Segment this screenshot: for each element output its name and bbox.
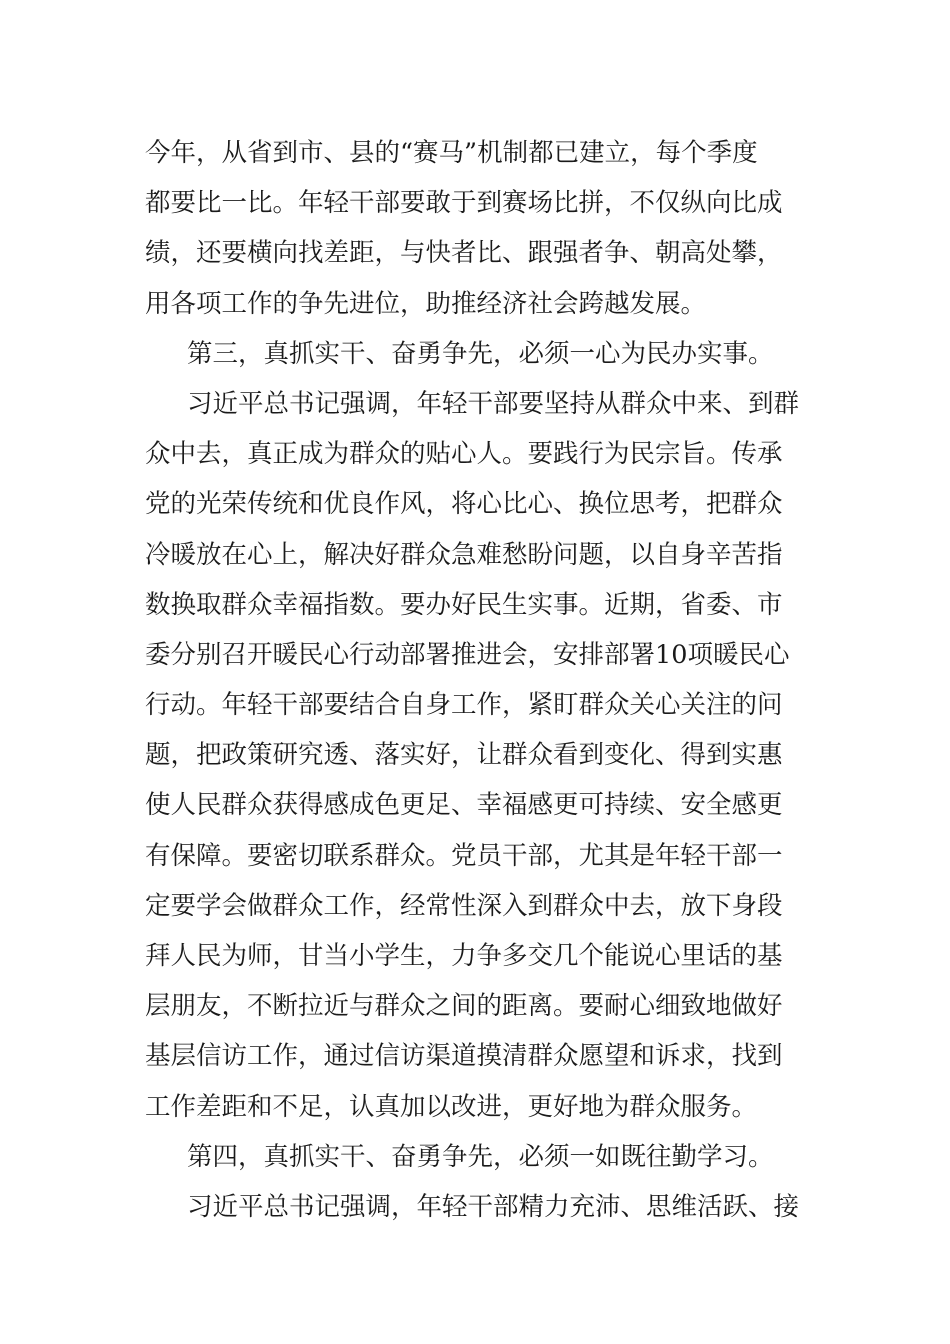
text-line: 工作差距和不足，认真加以改进，更好地为群众服务。 — [145, 1091, 758, 1122]
text-line: 使人民群众获得感成色更足、幸福感更可持续、安全感更 — [145, 790, 783, 821]
text-line: 都要比一比。年轻干部要敢于到赛场比拼，不仅纵向比成 — [145, 188, 783, 219]
section-heading-4: 第四，真抓实干、奋勇争先，必须一如既往勤学习。 — [187, 1141, 774, 1172]
text-line: 冷暖放在心上，解决好群众急难愁盼问题，以自身辛苦指 — [145, 539, 783, 570]
text-line: 党的光荣传统和优良作风，将心比心、换位思考，把群众 — [145, 489, 783, 520]
text-line: 拜人民为师，甘当小学生，力争多交几个能说心里话的基 — [145, 941, 783, 971]
text-line: 基层信访工作，通过信访渠道摸清群众愿望和诉求，找到 — [145, 1041, 783, 1072]
body-text — [145, 128, 813, 1232]
text-line: 委分别召开暖民心行动部署推进会，安排部署10项暖民心 — [145, 639, 790, 670]
text-line: 绩，还要横向找差距，与快者比、跟强者争、朝高处攀， — [145, 238, 783, 269]
text-line: 众中去，真正成为群众的贴心人。要践行为民宗旨。传承 — [145, 439, 783, 470]
text-line: 数换取群众幸福指数。要办好民生实事。近期，省委、市 — [145, 589, 783, 620]
text-line: 定要学会做群众工作，经常性深入到群众中去，放下身段 — [145, 890, 783, 921]
text-line: 题，把政策研究透、落实好，让群众看到变化、得到实惠 — [145, 740, 783, 771]
text-line: 用各项工作的争先进位，助推经济社会跨越发展。 — [145, 288, 707, 319]
text-line: 习近平总书记强调，年轻干部精力充沛、思维活跃、接 — [187, 1191, 800, 1222]
text-line: 有保障。要密切联系群众。党员干部，尤其是年轻干部一 — [145, 840, 783, 871]
text-line: 习近平总书记强调，年轻干部要坚持从群众中来、到群 — [187, 388, 800, 419]
text-line: 层朋友，不断拉近与群众之间的距离。要耐心细致地做好 — [145, 991, 783, 1022]
section-heading-3: 第三，真抓实干、奋勇争先，必须一心为民办实事。 — [187, 338, 774, 369]
text-line: 今年，从省到市、县的“赛马”机制都已建立，每个季度 — [145, 138, 758, 168]
text-line: 行动。年轻干部要结合自身工作，紧盯群众关心关注的问 — [145, 690, 783, 721]
